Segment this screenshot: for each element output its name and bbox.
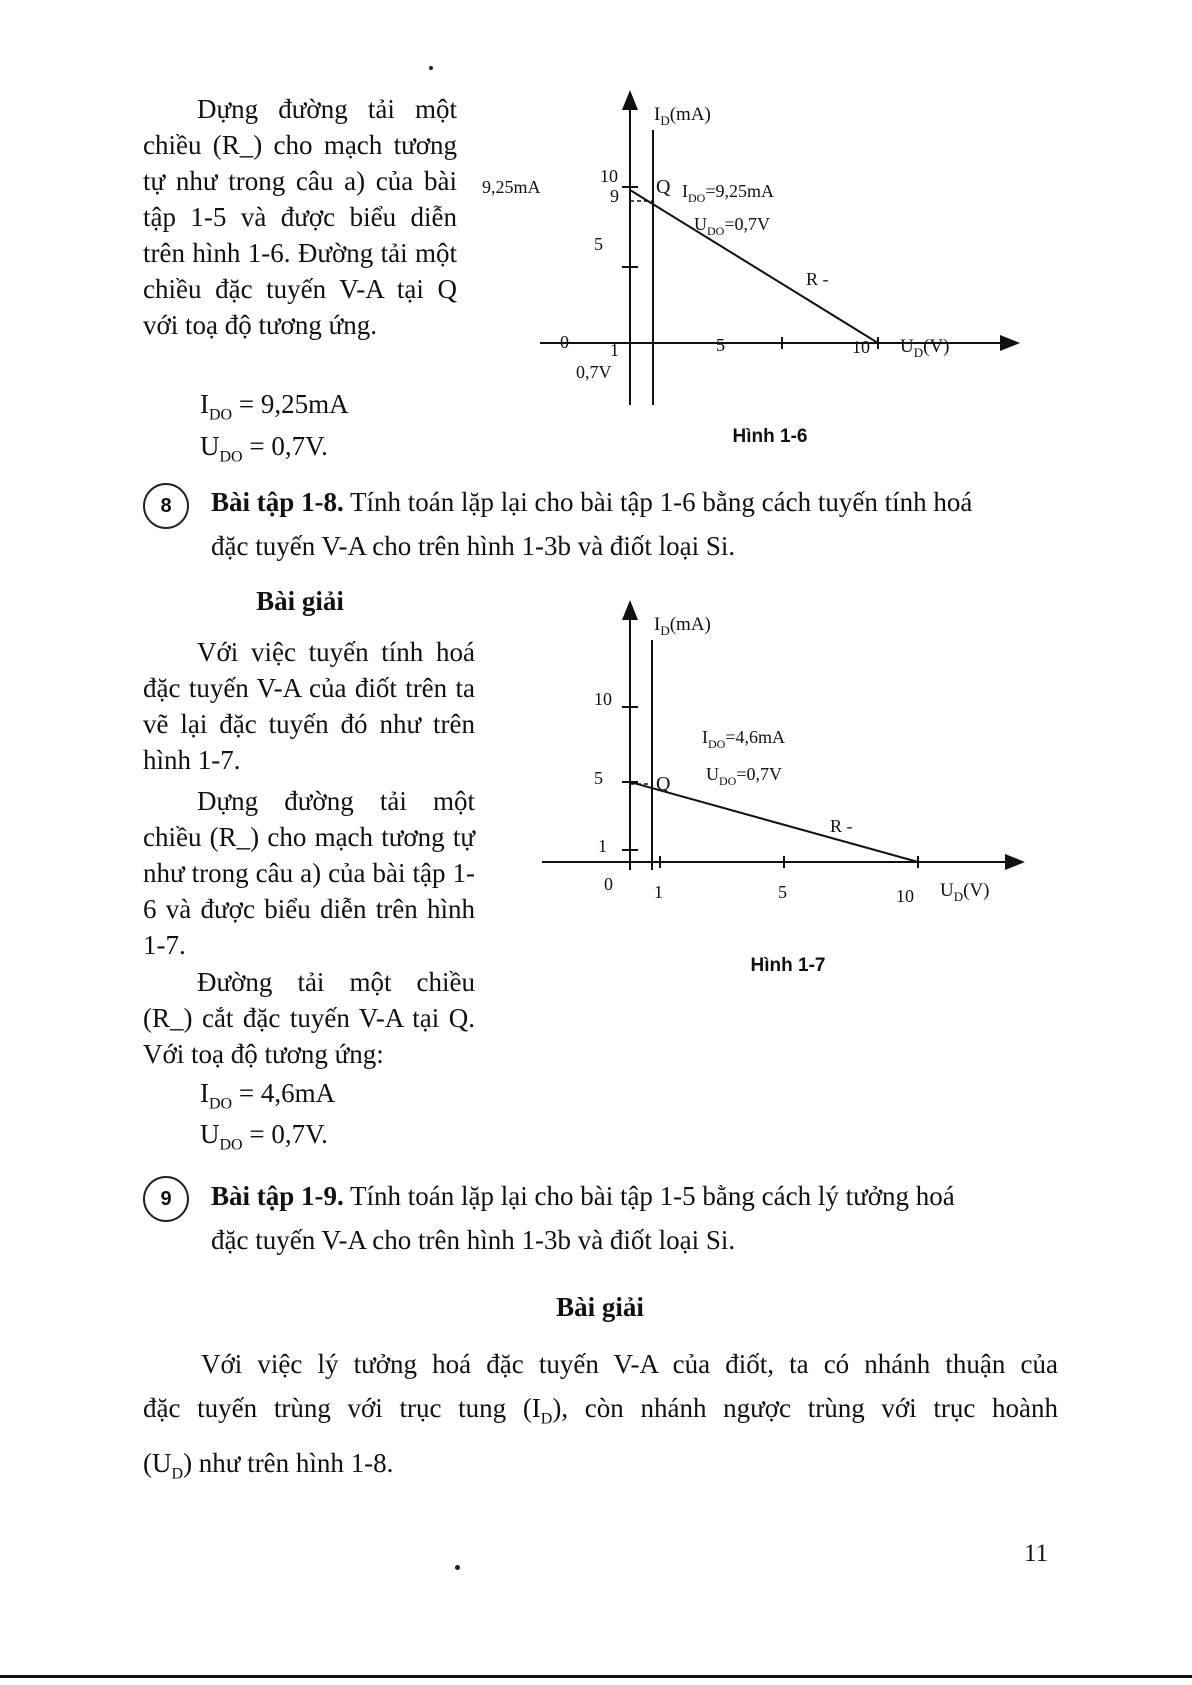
page-number: 11 [1024,1540,1049,1567]
speck [455,1565,460,1570]
solution-8-heading: Bài giải [256,586,344,616]
x-tick-label-0: 0 [560,332,569,352]
figure-1-7-caption: Hình 1-7 [750,955,826,976]
section1-idq: $I_{DO} = 9,25mA$ [200,389,349,424]
udq-label: $U_{DO}=0,7V$ [706,764,782,788]
bottom-rule [0,1675,1192,1678]
exercise-9-line1: Bài tập 1-9. Tính toán lặp lại cho bài tập 1-5 bằng cách lý tưởng hoá [211,1181,955,1211]
x-axis-label: $U_D(V)$ [940,880,990,904]
x-tick-label-10: 10 [896,886,914,906]
udq-label: $U_{DO}=0,7V$ [694,214,770,238]
solution-9-paragraph [143,1342,1058,1497]
y-tick-label-5: 5 [594,234,603,254]
figure-1-6 [482,90,1050,420]
y-tick-label-10: 10 [600,166,618,186]
y-axis-label: $I_D(mA)$ [654,614,711,638]
exercise-8-number-badge: 8 [143,483,189,529]
solution-9-line1: Với việc lý tưởng hoá đặc tuyến V-A của điốt, ta có nhánh thuận của [201,1349,1058,1379]
solution-9-line2: đặc tuyến trùng với trục tung $(I_D)$, còn nhánh ngược trùng với trục hoành [143,1393,1058,1428]
speck [429,66,433,70]
q-voltage-label: 0,7V [576,362,612,382]
x-tick-label-10: 10 [852,337,870,357]
exercise-8-line2: đặc tuyến V-A cho trên hình 1-3b và điốt loại Si. [211,531,736,561]
section1-paragraph: Dựng đường tải một chiều (R_) cho mạch tương tự như trong câu a) của bài tập 1-5 và được biểu diễn trên hình 1-6. Đường tải một chiều đặc tuyến V-A tại Q với toạ độ tương ứng. [143,94,457,340]
q-label: Q [656,773,671,795]
r-label: R - [830,816,853,836]
exercise-9 [143,1174,1058,1262]
y-axis-label: $I_D(mA)$ [654,104,711,128]
x-tick-label-5: 5 [778,882,787,902]
exercise-8 [143,480,1058,568]
y-tick-label-9: 9 [610,186,619,206]
solution-8-idq: $I_{DO} = 4,6mA$ [200,1078,336,1113]
solution-9-heading: Bài giải [556,1292,644,1322]
x-tick-label-5: 5 [716,335,725,355]
exercise-9-line2: đặc tuyến V-A cho trên hình 1-3b và điốt loại Si. [211,1225,736,1255]
exercise-9-number-badge: 9 [143,1176,189,1222]
x-axis-label: $U_D(V)$ [900,336,950,360]
x-tick-label-1: 1 [654,882,663,902]
load-line [630,782,918,862]
x-tick-label-1: 1 [610,340,619,360]
x-tick-label-0: 0 [604,874,613,894]
idq-label: $I_{DO}=9,25mA$ [682,181,774,205]
section1-udq: $U_{DO} = 0,7V$. [200,431,328,466]
figure-1-6-caption: Hình 1-6 [732,426,808,447]
solution-8-udq: $U_{DO} = 0,7V$. [200,1119,328,1154]
solution-8-paragraph-1: Với việc tuyến tính hoá đặc tuyến V-A của điốt trên ta vẽ lại đặc tuyến đó như trên hình 1-7. [143,637,475,775]
r-label: R - [806,269,829,289]
solution-8-paragraph-2: Dựng đường tải một chiều (R_) cho mạch tương tự như trong câu a) của bài tập 1-6 và được biểu diễn trên hình 1-7. [143,786,475,960]
y-tick-label-1: 1 [598,836,607,856]
y-tick-label-10: 10 [594,689,612,709]
q-current-label: 9,25mA [482,177,541,197]
idq-label: $I_{DO}=4,6mA$ [702,727,785,751]
exercise-8-line1: Bài tập 1-8. Tính toán lặp lại cho bài tập 1-6 bằng cách tuyến tính hoá [211,487,973,517]
load-line [630,190,878,343]
y-tick-label-5: 5 [594,768,603,788]
solution-8-paragraph-3: Đường tải một chiều (R_) cắt đặc tuyến V-A tại Q. Với toạ độ tương ứng: [143,967,475,1069]
figure-1-7 [530,600,1050,920]
q-label: Q [656,176,671,198]
solution-9-line3: $(U_D)$ như trên hình 1-8. [143,1448,394,1483]
